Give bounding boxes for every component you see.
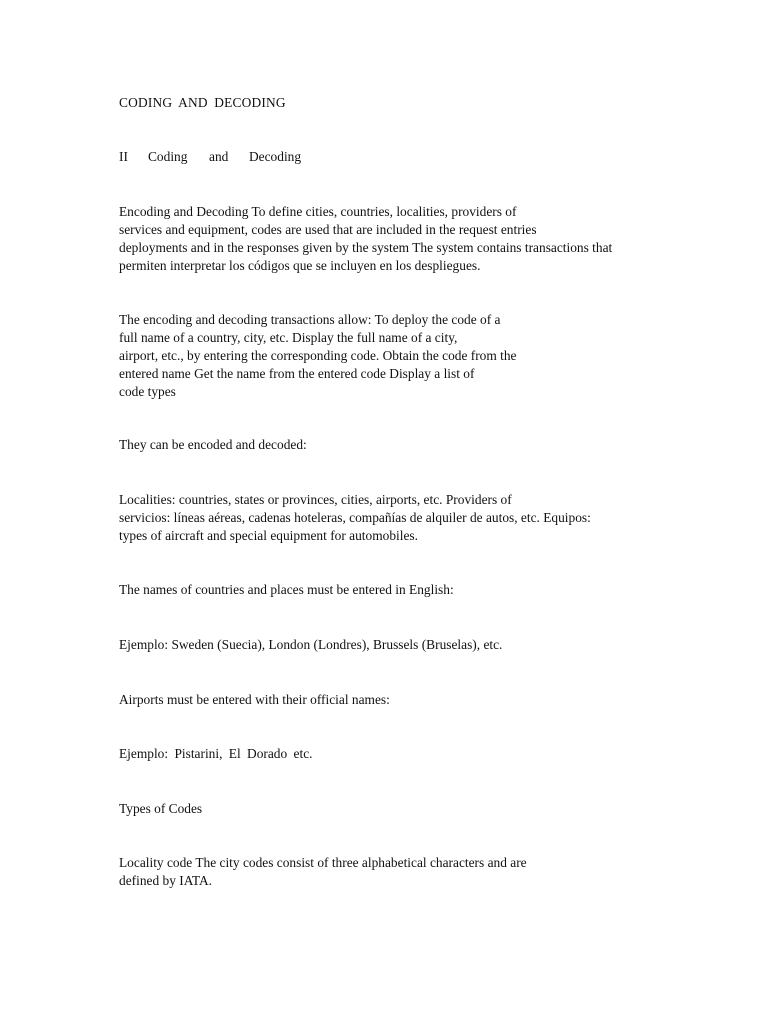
text-line: code types: [119, 384, 176, 399]
text-line: Encoding and Decoding To define cities, countries, localities, providers of: [119, 204, 517, 219]
paragraph-locality-code: [119, 854, 527, 890]
text-line: Locality code The city codes consist of three alphabetical characters and are: [119, 855, 527, 870]
section-heading-word: and: [209, 149, 229, 164]
text-line: Airports must be entered with their official names:: [119, 692, 390, 707]
section-number: II: [119, 149, 128, 164]
paragraph-encoding-intro: [119, 203, 612, 275]
paragraph-localities: [119, 491, 591, 545]
paragraph-can-be-encoded: [119, 436, 307, 454]
text-line: Localities: countries, states or provinces, cities, airports, etc. Providers of: [119, 492, 512, 507]
text-line: The names of countries and places must be entered in English:: [119, 582, 454, 597]
section-heading-word: Coding: [148, 149, 188, 164]
text-line: Types of Codes: [119, 801, 203, 816]
paragraph-transactions: [119, 311, 517, 401]
text-line: services and equipment, codes are used that are included in the request entries: [119, 222, 537, 237]
text-line: servicios: líneas aéreas, cadenas hoteleras, compañías de alquiler de autos, etc. Equipos:: [119, 510, 591, 525]
paragraph-names-english: [119, 581, 454, 599]
text-line: permiten interpretar los códigos que se incluyen en los despliegues.: [119, 258, 481, 273]
section-heading: [119, 148, 301, 166]
paragraph-types-of-codes: [119, 800, 202, 818]
text-line: full name of a country, city, etc. Display the full name of a city,: [119, 330, 458, 345]
paragraph-example-countries: [119, 636, 502, 654]
text-line: Ejemplo: Pistarini, El Dorado etc.: [119, 746, 313, 761]
section-heading-word: Decoding: [249, 149, 302, 164]
paragraph-airports: [119, 691, 390, 709]
text-line: defined by IATA.: [119, 873, 213, 888]
text-line: airport, etc., by entering the corresponding code. Obtain the code from the: [119, 348, 517, 363]
text-line: They can be encoded and decoded:: [119, 437, 307, 452]
document-title: CODING AND DECODING: [119, 95, 286, 110]
text-line: deployments and in the responses given by the system The system contains transactions that: [119, 240, 613, 255]
text-line: The encoding and decoding transactions allow: To deploy the code of a: [119, 312, 501, 327]
text-line: types of aircraft and special equipment for automobiles.: [119, 528, 418, 543]
text-line: Ejemplo: Sweden (Suecia), London (Londres), Brussels (Bruselas), etc.: [119, 637, 503, 652]
paragraph-example-airports: [119, 745, 312, 763]
text-line: entered name Get the name from the entered code Display a list of: [119, 366, 475, 381]
